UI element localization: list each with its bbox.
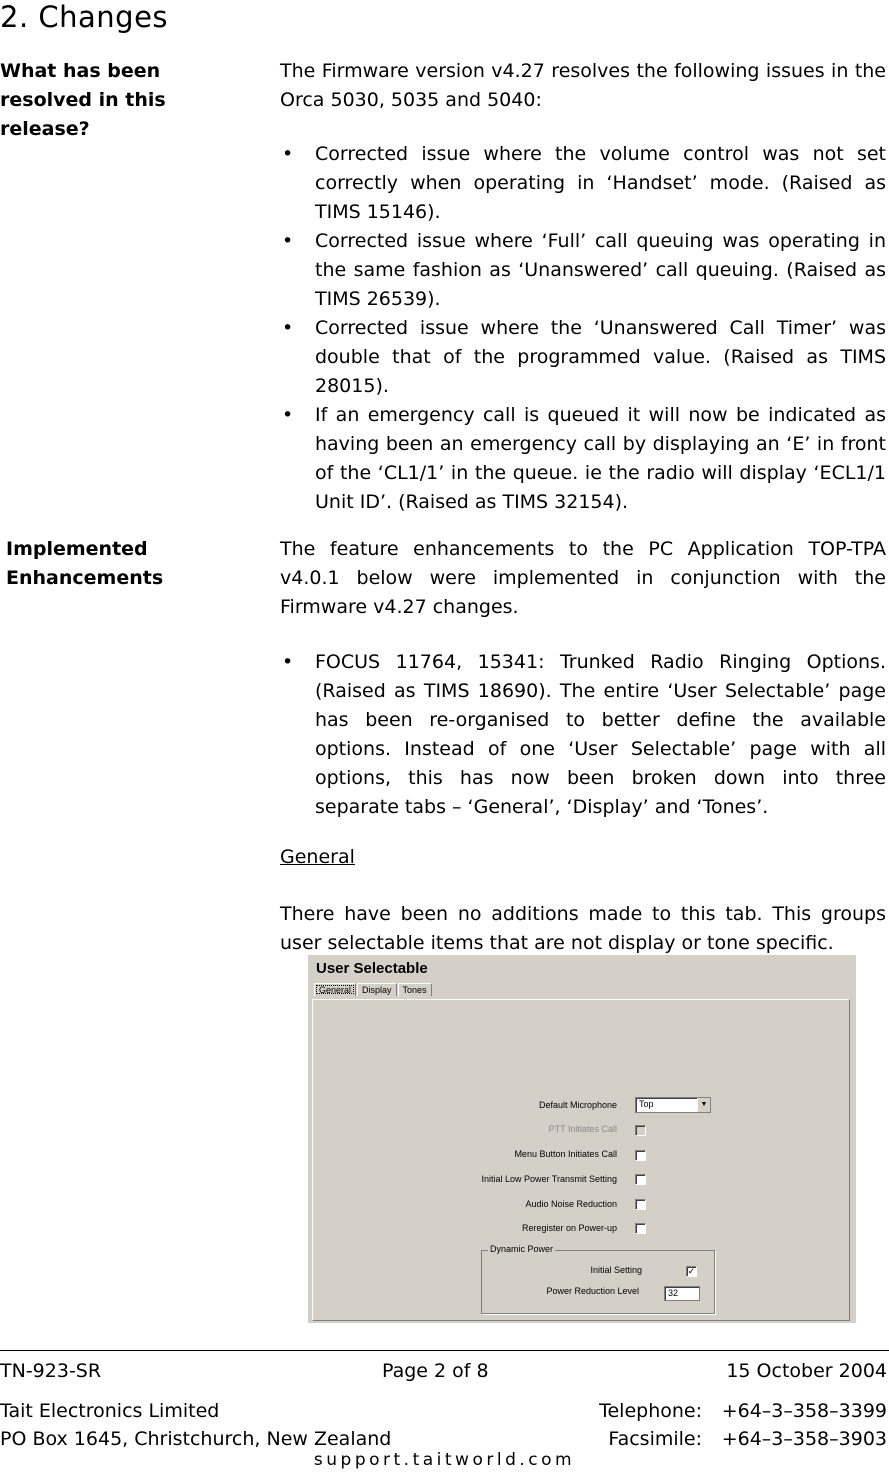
menu-button-initiates-call-checkbox[interactable]: [635, 1150, 646, 1161]
list-item: • Corrected issue where ‘Full’ call queuing was operating in the same fashion as ‘Unanswered’ call queuing. (Raised as TIMS 26539).: [280, 227, 886, 314]
subheading-general: General: [280, 846, 355, 868]
dialog-tabs: [314, 983, 433, 996]
footer-date: 15 October 2004: [726, 1360, 887, 1382]
bullet-icon: •: [282, 651, 294, 673]
audio-noise-reduction-checkbox[interactable]: [635, 1199, 646, 1210]
footer-fax-label: Facsimile:: [608, 1428, 702, 1450]
power-reduction-level-label: Power Reduction Level: [546, 1286, 639, 1296]
page-heading: 2. Changes: [0, 0, 169, 34]
footer-company: Tait Electronics Limited: [0, 1400, 220, 1422]
section-intro-enhancements: The feature enhancements to the PC Application TOP-TPA v4.0.1 below were implemented in conjunction with the Firmware v4.27 changes.: [280, 538, 886, 618]
footer-fax: +64–3–358–3903: [721, 1428, 887, 1450]
chevron-down-icon[interactable]: ▼: [697, 1098, 710, 1112]
bullet-icon: •: [282, 230, 294, 252]
bullet-icon: •: [282, 143, 294, 165]
footer-doc-id: TN-923-SR: [0, 1360, 102, 1382]
reregister-power-up-label: Reregister on Power-up: [521, 1223, 617, 1233]
default-microphone-label: Default Microphone: [538, 1100, 617, 1110]
dynamic-power-group: [481, 1244, 715, 1314]
initial-setting-checkbox[interactable]: ✓: [687, 1266, 696, 1276]
footer-address: PO Box 1645, Christchurch, New Zealand: [0, 1428, 392, 1450]
footer-telephone: +64–3–358–3399: [721, 1400, 887, 1422]
bullet-icon: •: [282, 317, 294, 339]
tab-tones[interactable]: Tones: [398, 983, 432, 996]
general-description: There have been no additions made to this tab. This groups user selectable items that are not display or tone specific.: [280, 903, 886, 954]
audio-noise-reduction-label: Audio Noise Reduction: [525, 1199, 617, 1209]
footer-page-number: Page 2 of 8: [382, 1360, 489, 1382]
section-label-enhancements: Implemented Enhancements: [6, 538, 164, 589]
user-selectable-dialog: [308, 955, 856, 1323]
tab-general[interactable]: General: [314, 983, 356, 996]
list-item: • If an emergency call is queued it will now be indicated as having been an emergency call by displaying an ‘E’ in front of the ‘CL1/1’ in the queue. ie the radio will display ‘ECL1/1 Unit ID’. (Raised as TIMS 32154).: [280, 401, 886, 517]
enhancements-list: [280, 648, 886, 822]
footer-url[interactable]: support.taitworld.com: [313, 1450, 576, 1470]
low-power-transmit-label: Initial Low Power Transmit Setting: [481, 1174, 617, 1184]
general-tab-panel: [312, 999, 850, 1321]
list-item: • FOCUS 11764, 15341: Trunked Radio Ringing Options. (Raised as TIMS 18690). The entire ‘User Selectable’ page has been re-organised to better define the available options. Instead of one ‘User Selectable’ page with all options, this has now been broken down into three separate tabs – ‘General’, ‘Display’ and ‘Tones’.: [280, 648, 886, 822]
power-reduction-level-field[interactable]: 32: [664, 1286, 700, 1301]
section-intro-resolved: The Firmware version v4.27 resolves the following issues in the Orca 5030, 5035 and 5040:: [280, 60, 886, 111]
resolved-issues-list: [280, 140, 886, 517]
dialog-title: User Selectable: [316, 960, 428, 977]
default-microphone-select[interactable]: Top ▼: [635, 1097, 711, 1113]
ptt-initiates-call-checkbox[interactable]: [635, 1125, 646, 1136]
ptt-initiates-call-label: PTT Initiates Call: [548, 1124, 617, 1134]
list-item: • Corrected issue where the volume control was not set correctly when operating in ‘Handset’ mode. (Raised as TIMS 15146).: [280, 140, 886, 227]
reregister-power-up-checkbox[interactable]: [635, 1223, 646, 1234]
footer-telephone-label: Telephone:: [599, 1400, 702, 1422]
tab-display[interactable]: Display: [357, 983, 397, 996]
low-power-transmit-checkbox[interactable]: [635, 1174, 646, 1185]
initial-setting-label: Initial Setting: [590, 1265, 642, 1275]
dynamic-power-legend: Dynamic Power: [490, 1244, 554, 1254]
list-item: • Corrected issue where the ‘Unanswered Call Timer’ was double that of the programmed value. (Raised as TIMS 28015).: [280, 314, 886, 401]
footer-divider: [0, 1350, 889, 1351]
section-label-resolved: What has been resolved in this release?: [0, 60, 166, 140]
menu-button-initiates-call-label: Menu Button Initiates Call: [514, 1149, 617, 1159]
bullet-icon: •: [282, 404, 294, 426]
